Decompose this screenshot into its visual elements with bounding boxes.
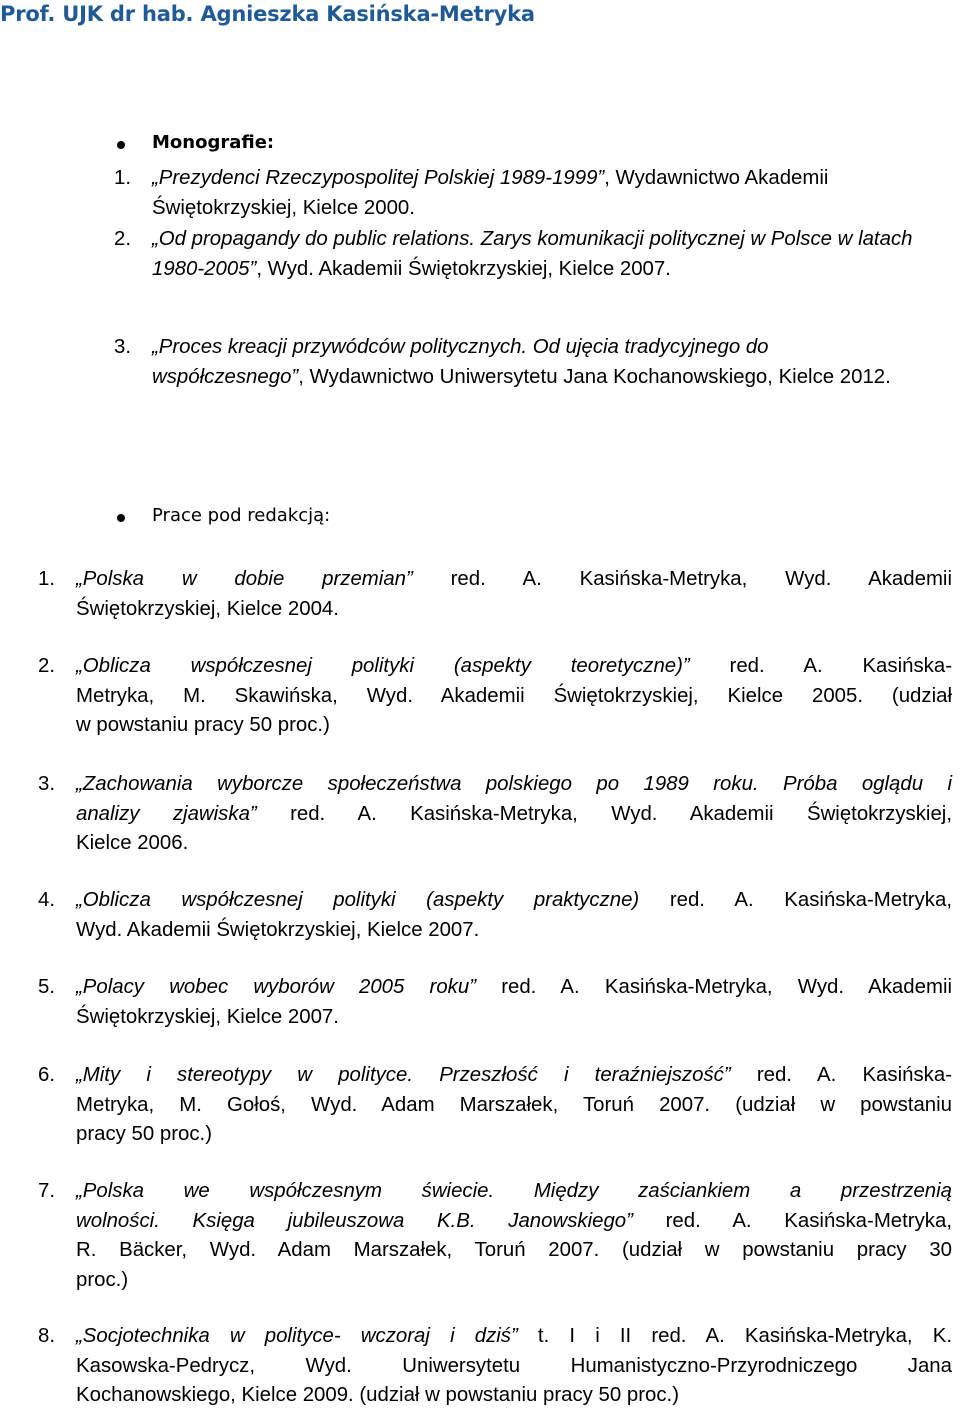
- item-number: 5.: [38, 976, 56, 998]
- item-title-cont: wolności. Księga jubileuszowa K.B. Janowskiego”: [76, 1209, 633, 1232]
- item-publisher: , Wydawnictwo Akademii Świętokrzyskiej, Kielce 2000.: [152, 167, 829, 219]
- redakcja-2: [38, 652, 952, 741]
- item-title-cont: analizy zjawiska”: [76, 802, 257, 825]
- item-editor: red. A. Kasińska-: [730, 1064, 952, 1086]
- item-number: 6.: [38, 1064, 56, 1086]
- item-title: „Polska w dobie przemian”: [76, 568, 413, 590]
- item-line: proc.): [76, 1268, 129, 1291]
- bullet-monografie: [117, 141, 125, 149]
- monografia-3: [114, 333, 914, 392]
- item-editor: t. I i II red. A. Kasińska-Metryka, K.: [517, 1325, 952, 1347]
- item-number: 3.: [114, 336, 132, 358]
- item-editor: red. A. Kasińska-: [689, 655, 952, 677]
- item-editor: red. A. Kasińska-Metryka,: [632, 1209, 952, 1232]
- item-title: „Proces kreacji przywódców politycznych. Od ujęcia tradycyjnego do współczesnego”: [152, 336, 769, 388]
- item-number: 2.: [38, 655, 56, 677]
- item-title: „Socjotechnika w polityce- wczoraj i dziś”: [76, 1325, 518, 1347]
- item-editor: red. A. Kasińska-Metryka,: [639, 889, 952, 911]
- item-line: Kasowska-Pedrycz, Wyd. Uniwersytetu Humanistyczno-Przyrodniczego Jana: [76, 1354, 952, 1377]
- item-title: „Oblicza współczesnej polityki (aspekty teoretyczne)”: [76, 655, 690, 677]
- item-line: Świętokrzyskiej, Kielce 2004.: [76, 597, 339, 620]
- item-line: Wyd. Akademii Świętokrzyskiej, Kielce 2007.: [76, 918, 480, 941]
- section-heading-monografie: Monografie:: [152, 132, 275, 153]
- item-line: Świętokrzyskiej, Kielce 2007.: [76, 1005, 339, 1028]
- item-title: „Mity i stereotypy w polityce. Przeszłość i teraźniejszość”: [76, 1064, 731, 1086]
- redakcja-5: [38, 973, 952, 1032]
- item-line: pracy 50 proc.): [76, 1123, 212, 1145]
- item-title: „Od propagandy do public relations. Zarys komunikacji politycznej w Polsce w latach 1980-2005”: [152, 228, 913, 280]
- item-line: Kielce 2006.: [76, 832, 189, 854]
- item-number: 3.: [38, 773, 56, 795]
- redakcja-6: [38, 1061, 952, 1150]
- item-number: 1.: [114, 167, 132, 189]
- item-title: „Polska we współczesnym świecie. Między zaściankiem a przestrzenią: [76, 1180, 952, 1202]
- redakcja-7: [38, 1177, 952, 1295]
- redakcja-4: [38, 886, 952, 945]
- item-editor: red. A. Kasińska-Metryka, Wyd. Akademii: [412, 568, 952, 590]
- redakcja-1: [38, 565, 952, 624]
- item-number: 7.: [38, 1180, 56, 1202]
- item-title: „Oblicza współczesnej polityki (aspekty praktyczne): [76, 889, 640, 911]
- section-heading-prace: Prace pod redakcją:: [152, 505, 331, 526]
- item-line: Kochanowskiego, Kielce 2009. (udział w powstaniu pracy 50 proc.): [76, 1384, 679, 1406]
- item-publisher: , Wydawnictwo Uniwersytetu Jana Kochanowskiego, Kielce 2012.: [298, 365, 891, 388]
- redakcja-8: [38, 1322, 952, 1411]
- redakcja-3: [38, 770, 952, 859]
- item-number: 2.: [114, 228, 132, 250]
- item-editor: red. A. Kasińska-Metryka, Wyd. Akademii: [476, 976, 953, 998]
- item-title: „Zachowania wyborcze społeczeństwa polskiego po 1989 roku. Próba oglądu i: [76, 773, 952, 795]
- item-title: „Prezydenci Rzeczypospolitej Polskiej 1989-1999”: [152, 167, 605, 189]
- item-title: „Polacy wobec wyborów 2005 roku”: [76, 976, 477, 998]
- item-number: 1.: [38, 568, 56, 590]
- item-publisher: , Wyd. Akademii Świętokrzyskiej, Kielce 2007.: [256, 257, 671, 280]
- monografia-1: [114, 164, 914, 223]
- item-line: Metryka, M. Skawińska, Wyd. Akademii Świętokrzyskiej, Kielce 2005. (udział: [76, 684, 952, 707]
- page-title: Prof. UJK dr hab. Agnieszka Kasińska-Metryka: [0, 2, 535, 26]
- item-line: w powstaniu pracy 50 proc.): [76, 714, 330, 736]
- item-editor: red. A. Kasińska-Metryka, Wyd. Akademii Świętokrzyskiej,: [256, 802, 952, 825]
- item-number: 8.: [38, 1325, 56, 1347]
- bullet-prace: [117, 514, 125, 522]
- item-number: 4.: [38, 889, 56, 911]
- item-line: R. Bäcker, Wyd. Adam Marszałek, Toruń 2007. (udział w powstaniu pracy 30: [76, 1239, 952, 1261]
- item-line: Metryka, M. Gołoś, Wyd. Adam Marszałek, Toruń 2007. (udział w powstaniu: [76, 1093, 952, 1116]
- monografia-2: [114, 225, 914, 284]
